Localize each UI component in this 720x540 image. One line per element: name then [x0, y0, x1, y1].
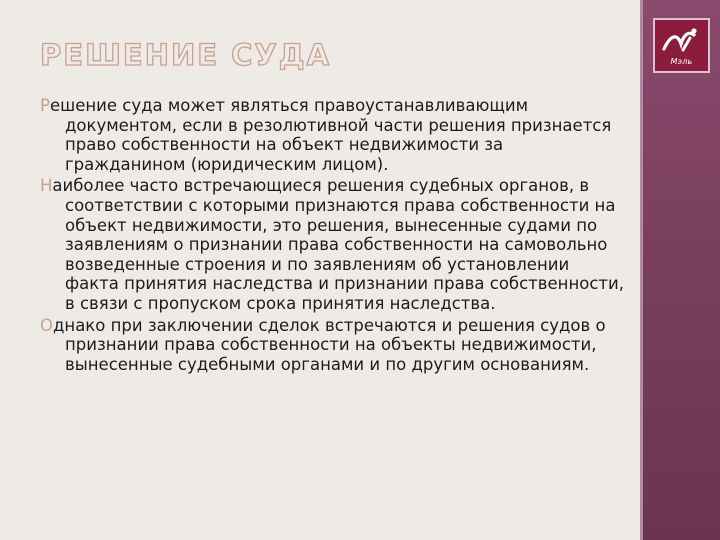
page-title: РЕШЕНИЕ СУДА: [40, 38, 332, 72]
content-body: [40, 96, 625, 376]
logo-mark-icon: [661, 24, 703, 54]
logo: [653, 18, 710, 73]
paragraph-text: аиболее часто встречающиеся решения судебных органов, в соответствии с которыми признаются права собственности на объект недвижимости, это решения, вынесенные судами по заявлениям о признании права собственности на самовольно возведенные строения и по заявлениям об установлении факта принятия наследства и признании права собственности, в связи с пропуском срока принятия наследства.: [52, 176, 624, 313]
paragraph-lead-letter: О: [40, 315, 53, 335]
paragraph-lead-letter: Р: [40, 96, 50, 115]
paragraph-1: [40, 96, 625, 174]
side-band: [643, 0, 720, 540]
paragraph-3: [40, 316, 625, 375]
paragraph-2: [40, 176, 625, 313]
paragraph-text: днако при заключении сделок встречаются и решения судов о признании права собственности на объекты недвижимости, вынесенные судебными органами и по другим основаниям.: [53, 315, 606, 374]
logo-label: Мэль: [670, 57, 693, 66]
paragraph-lead-letter: Н: [40, 176, 53, 196]
paragraph-text: ешение суда может являться правоустанавливающим документом, если в резолютивной части решения признается право собственности на объект недвижимости за гражданином (юридическим лицом).: [49, 96, 612, 174]
